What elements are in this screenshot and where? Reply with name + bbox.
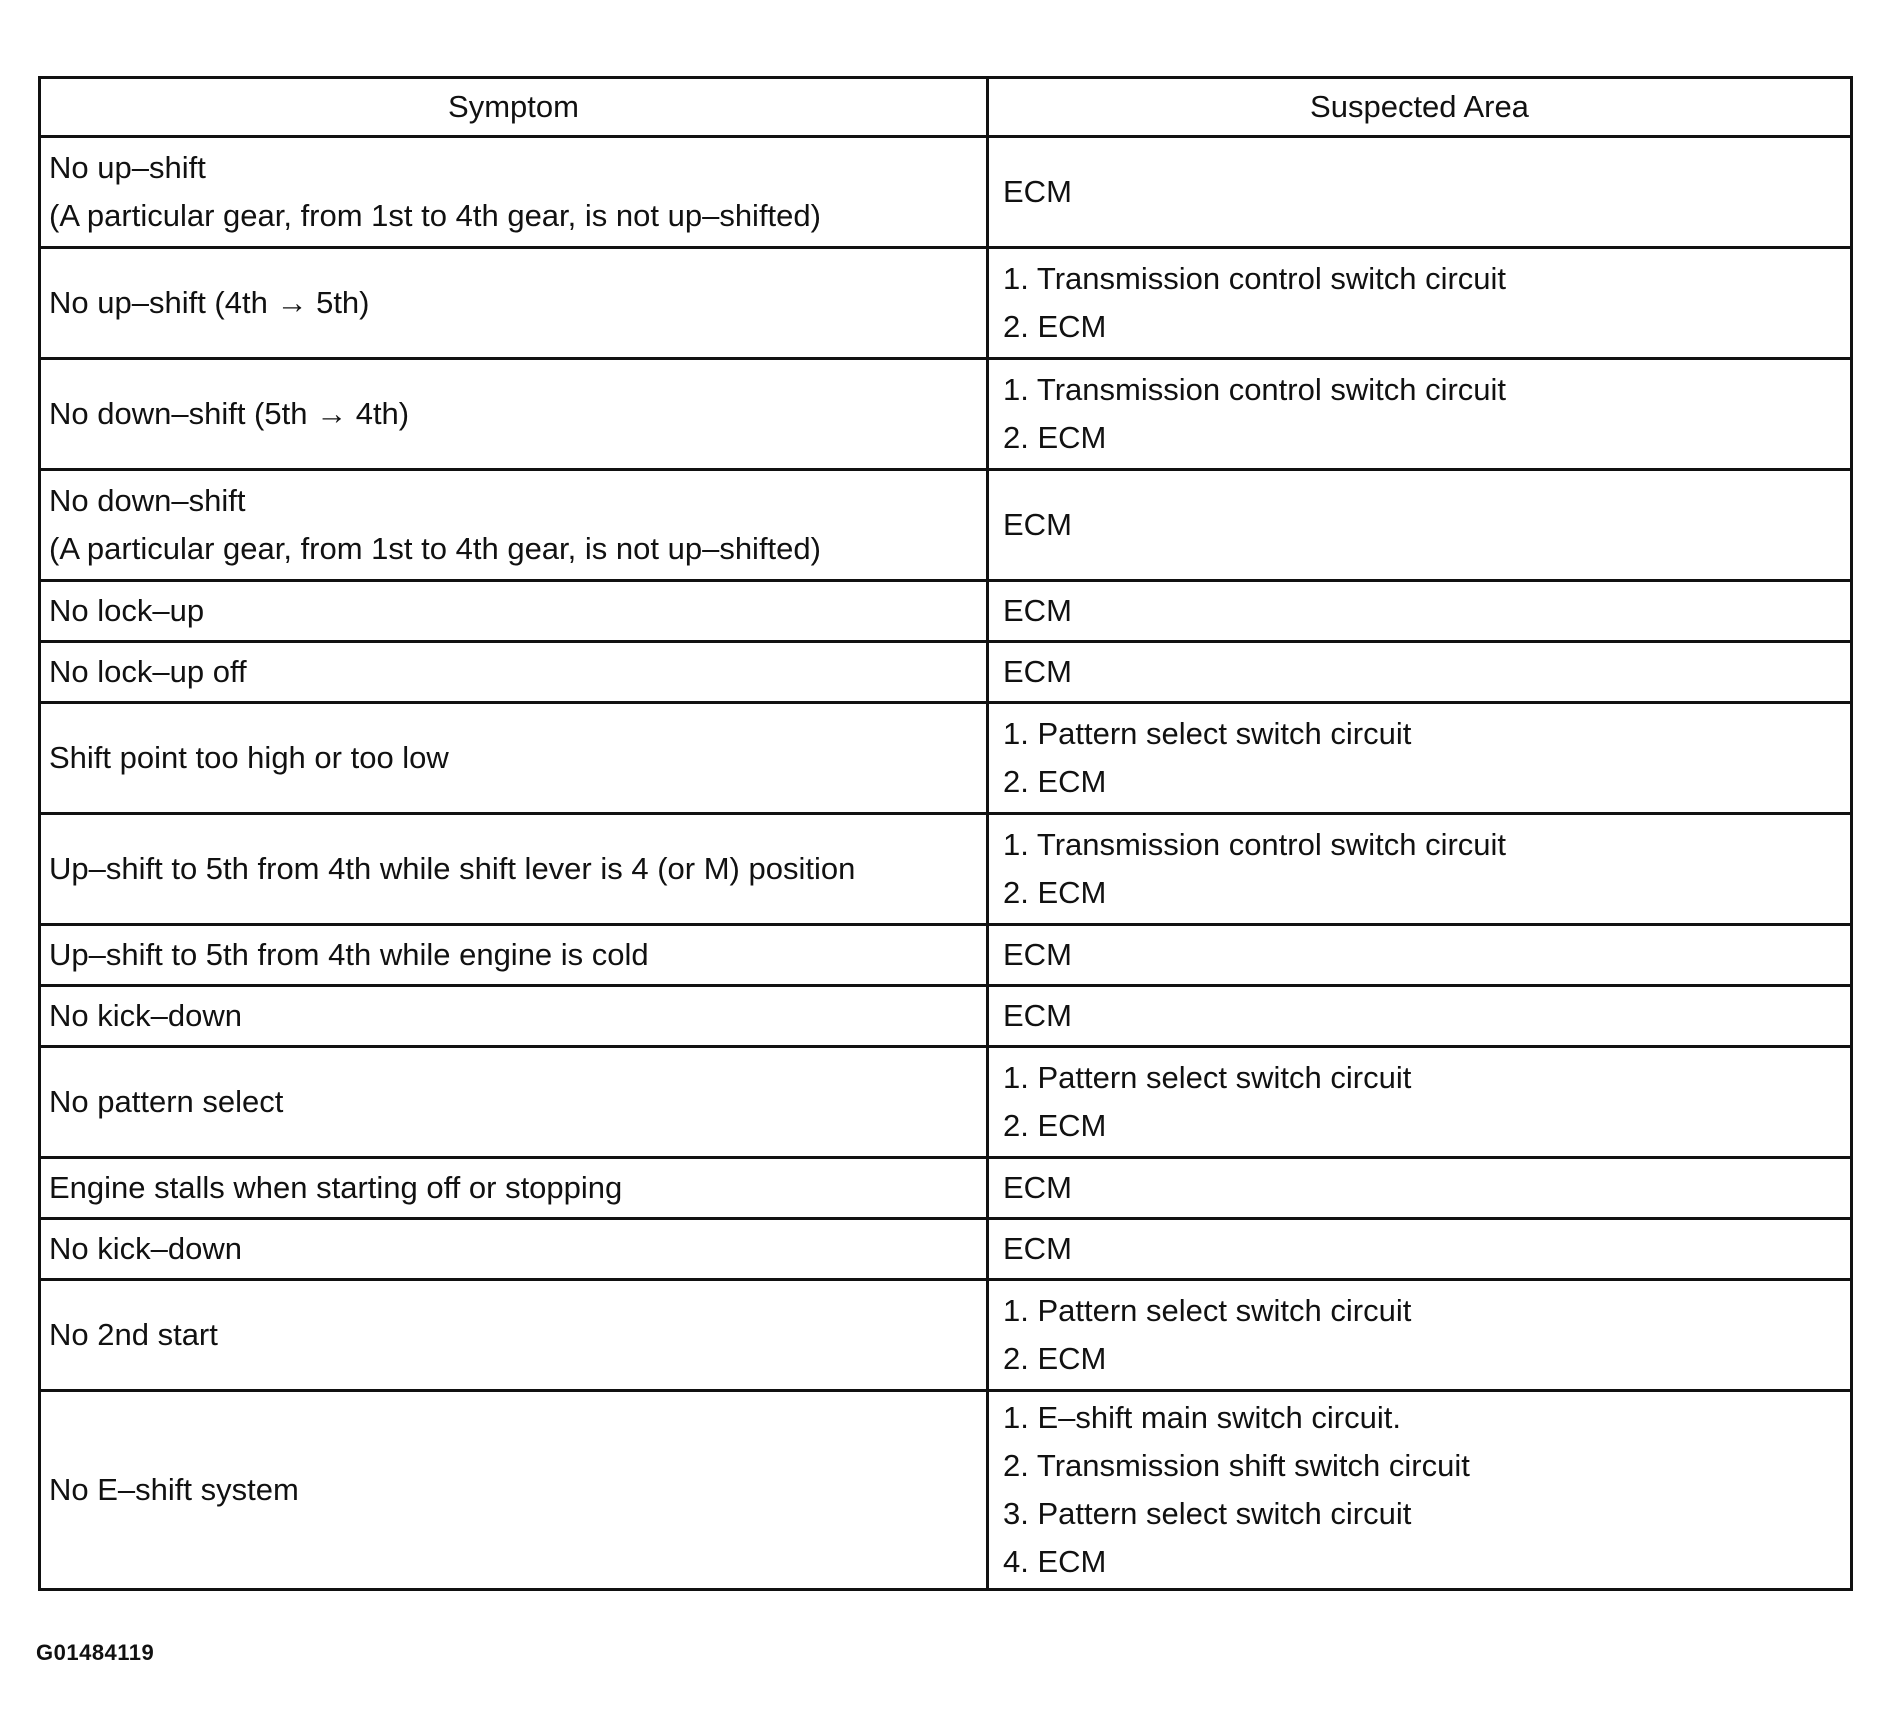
suspected-area-cell — [988, 1391, 1852, 1590]
suspected-area-text: ECM — [1003, 937, 1072, 972]
suspected-area-cell — [988, 925, 1852, 986]
suspected-area-text: 1. E–shift main switch circuit. — [1003, 1400, 1401, 1435]
suspected-area-text: ECM — [1003, 1170, 1072, 1205]
symptom-text: Up–shift to 5th from 4th while engine is cold — [49, 937, 649, 972]
table-row — [40, 248, 1852, 359]
suspected-area-text: 1. Transmission control switch circuit — [1003, 372, 1507, 407]
symptom-cell — [40, 359, 988, 470]
suspected-area-text: ECM — [1003, 507, 1072, 542]
suspected-area-text: ECM — [1003, 174, 1072, 209]
table-row — [40, 581, 1852, 642]
table-body — [40, 137, 1852, 1590]
symptom-text: No E–shift system — [49, 1472, 299, 1507]
suspected-area-text: 3. Pattern select switch circuit — [1003, 1496, 1412, 1531]
suspected-area-text: 1. Pattern select switch circuit — [1003, 716, 1412, 751]
document — [38, 76, 1850, 1591]
symptom-cell — [40, 248, 988, 359]
table-row — [40, 1158, 1852, 1219]
symptom-cell — [40, 642, 988, 703]
figure-code: G01484119 — [36, 1640, 155, 1665]
suspected-area-text: 2. ECM — [1003, 420, 1107, 455]
symptom-cell — [40, 703, 988, 814]
symptom-text: Shift point too high or too low — [49, 740, 449, 775]
symptom-cell — [40, 1391, 988, 1590]
table-row — [40, 703, 1852, 814]
symptom-text: Engine stalls when starting off or stopping — [49, 1170, 623, 1205]
symptom-cell — [40, 1158, 988, 1219]
suspected-area-text: 2. ECM — [1003, 764, 1107, 799]
symptom-text: No up–shift (4th → 5th) — [49, 285, 370, 320]
suspected-area-cell — [988, 248, 1852, 359]
symptom-text: No down–shift — [49, 483, 246, 518]
suspected-area-text: 1. Transmission control switch circuit — [1003, 827, 1507, 862]
table-row — [40, 1047, 1852, 1158]
suspected-area-text: 4. ECM — [1003, 1544, 1107, 1579]
symptom-text: No lock–up — [49, 593, 205, 628]
symptom-cell — [40, 1219, 988, 1280]
suspected-area-text: 2. ECM — [1003, 309, 1107, 344]
symptom-cell — [40, 137, 988, 248]
symptom-text: No down–shift (5th → 4th) — [49, 396, 410, 431]
suspected-area-text: ECM — [1003, 654, 1072, 689]
symptom-text: No up–shift — [49, 150, 206, 185]
suspected-area-cell — [988, 1280, 1852, 1391]
symptom-text: No lock–up off — [49, 654, 247, 689]
suspected-area-cell — [988, 814, 1852, 925]
symptom-cell — [40, 925, 988, 986]
header-suspected-area: Suspected Area — [988, 78, 1852, 137]
symptom-cell — [40, 1280, 988, 1391]
suspected-area-cell — [988, 359, 1852, 470]
table-row — [40, 137, 1852, 248]
suspected-area-cell — [988, 137, 1852, 248]
table-row — [40, 359, 1852, 470]
symptom-cell — [40, 814, 988, 925]
suspected-area-text: 1. Transmission control switch circuit — [1003, 261, 1507, 296]
suspected-area-text: 2. Transmission shift switch circuit — [1003, 1448, 1470, 1483]
suspected-area-cell — [988, 703, 1852, 814]
header-symptom: Symptom — [40, 78, 988, 137]
suspected-area-text: ECM — [1003, 998, 1072, 1033]
table-row — [40, 1219, 1852, 1280]
symptom-text: Up–shift to 5th from 4th while shift lever is 4 (or M) position — [49, 851, 856, 886]
symptom-cell — [40, 986, 988, 1047]
symptom-text: No 2nd start — [49, 1317, 218, 1352]
suspected-area-text: 1. Pattern select switch circuit — [1003, 1060, 1412, 1095]
symptom-text: No kick–down — [49, 1231, 242, 1266]
suspected-area-cell — [988, 986, 1852, 1047]
symptom-text: No pattern select — [49, 1084, 284, 1119]
suspected-area-text: ECM — [1003, 1231, 1072, 1266]
table-row — [40, 642, 1852, 703]
symptom-cell — [40, 581, 988, 642]
table-row — [40, 925, 1852, 986]
header-row — [40, 78, 1852, 137]
suspected-area-text: 2. ECM — [1003, 1341, 1107, 1376]
symptom-cell — [40, 1047, 988, 1158]
symptom-text: No kick–down — [49, 998, 242, 1033]
symptom-cell — [40, 470, 988, 581]
suspected-area-cell — [988, 581, 1852, 642]
suspected-area-cell — [988, 1158, 1852, 1219]
suspected-area-cell — [988, 1047, 1852, 1158]
suspected-area-text: ECM — [1003, 593, 1072, 628]
suspected-area-cell — [988, 642, 1852, 703]
suspected-area-text: 2. ECM — [1003, 875, 1107, 910]
symptom-text: (A particular gear, from 1st to 4th gear, is not up–shifted) — [49, 198, 821, 233]
suspected-area-text: 2. ECM — [1003, 1108, 1107, 1143]
symptom-table — [38, 76, 1853, 1591]
suspected-area-cell — [988, 470, 1852, 581]
table-row — [40, 814, 1852, 925]
symptom-text: (A particular gear, from 1st to 4th gear, is not up–shifted) — [49, 531, 821, 566]
table-row — [40, 470, 1852, 581]
suspected-area-cell — [988, 1219, 1852, 1280]
table-row — [40, 1280, 1852, 1391]
suspected-area-text: 1. Pattern select switch circuit — [1003, 1293, 1412, 1328]
table-row — [40, 1391, 1852, 1590]
table-row — [40, 986, 1852, 1047]
